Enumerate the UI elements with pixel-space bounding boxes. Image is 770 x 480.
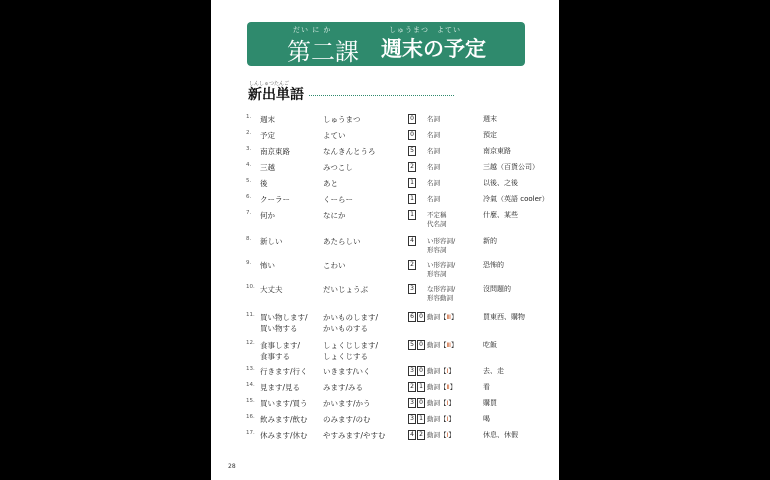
lesson-number: 第二課 xyxy=(287,38,359,66)
lesson-banner xyxy=(247,22,525,66)
kanji-term: 買います/買う xyxy=(260,399,308,408)
accent-box: 0 xyxy=(417,398,425,408)
kana-reading: よてい xyxy=(323,131,346,140)
accent-marks xyxy=(408,162,417,172)
accent-marks xyxy=(408,178,417,188)
meaning: 三越（百貨公司） xyxy=(483,163,539,171)
part-of-speech: 不定稱 代名詞 xyxy=(427,211,447,228)
accent-marks xyxy=(408,260,417,270)
row-number: 5. xyxy=(246,178,252,184)
accent-marks xyxy=(408,366,426,376)
row-number: 11. xyxy=(246,312,255,318)
part-of-speech: 動詞【Ⅰ】 xyxy=(427,415,455,423)
kanji-term: 後 xyxy=(260,179,268,188)
meaning: 購買 xyxy=(483,399,497,407)
accent-box: 1 xyxy=(408,178,416,188)
kanji-term: 買い物します/ 買い物する xyxy=(260,313,308,333)
meaning: 吃飯 xyxy=(483,341,497,349)
accent-box: 1 xyxy=(417,414,425,424)
kanji-term: 休みます/休む xyxy=(260,431,308,440)
row-number: 4. xyxy=(246,162,252,168)
row-number: 10. xyxy=(246,284,255,290)
kanji-term: 飲みます/飲む xyxy=(260,415,308,424)
part-of-speech: 動詞【Ⅱ】 xyxy=(427,383,457,391)
page-number: 28 xyxy=(228,463,236,470)
kana-reading: かいものします/ かいものする xyxy=(323,313,379,333)
accent-box: 2 xyxy=(408,382,416,392)
meaning: 沒問題的 xyxy=(483,285,511,293)
kanji-term: クーラー xyxy=(260,195,290,204)
kanji-term: 大丈夫 xyxy=(260,285,283,294)
accent-box: 1 xyxy=(408,210,416,220)
accent-box: 3 xyxy=(408,414,416,424)
accent-marks xyxy=(408,312,426,322)
meaning: 恐怖的 xyxy=(483,261,504,269)
kana-reading: みつこし xyxy=(323,163,353,172)
accent-box: 0 xyxy=(417,366,425,376)
row-number: 16. xyxy=(246,414,255,420)
vocab-heading-ruby: しんしゅつたんご xyxy=(249,81,290,87)
meaning: 什麼、某些 xyxy=(483,211,518,219)
accent-box: 2 xyxy=(417,430,425,440)
part-of-speech: な形容詞/ 形容動詞 xyxy=(427,285,456,302)
accent-marks xyxy=(408,284,417,294)
part-of-speech: 名詞 xyxy=(427,195,440,203)
kana-reading: いきます/いく xyxy=(323,367,371,376)
part-of-speech: 名詞 xyxy=(427,179,440,187)
row-number: 17. xyxy=(246,430,255,436)
kana-reading: しょくじします/ しょくじする xyxy=(323,341,379,361)
meaning: 去、走 xyxy=(483,367,504,375)
accent-box: 5 xyxy=(408,146,416,156)
accent-box: 0 xyxy=(417,312,425,322)
accent-box: 1 xyxy=(408,194,416,204)
accent-box: 6 xyxy=(408,312,416,322)
accent-box: 3 xyxy=(408,398,416,408)
part-of-speech: 動詞【Ⅲ】 xyxy=(427,341,458,349)
meaning: 以後、之後 xyxy=(483,179,518,187)
row-number: 8. xyxy=(246,236,252,242)
accent-box: 0 xyxy=(408,114,416,124)
kanji-term: 新しい xyxy=(260,237,283,246)
accent-marks xyxy=(408,236,417,246)
accent-marks xyxy=(408,146,417,156)
meaning: 看 xyxy=(483,383,490,391)
meaning: 南京東路 xyxy=(483,147,511,155)
kana-reading: なんきんとうろ xyxy=(323,147,376,156)
kana-reading: しゅうまつ xyxy=(323,115,361,124)
meaning: 預定 xyxy=(483,131,497,139)
accent-box: 4 xyxy=(408,430,416,440)
row-number: 15. xyxy=(246,398,255,404)
meaning: 週末 xyxy=(483,115,497,123)
accent-box: 4 xyxy=(408,236,416,246)
row-number: 3. xyxy=(246,146,252,152)
part-of-speech: 動詞【Ⅰ】 xyxy=(427,399,455,407)
kanji-term: 南京東路 xyxy=(260,147,290,156)
row-number: 12. xyxy=(246,340,255,346)
meaning: 買東西、購物 xyxy=(483,313,525,321)
row-number: 9. xyxy=(246,260,252,266)
lesson-title: 週末の予定 xyxy=(381,37,486,61)
accent-marks xyxy=(408,414,426,424)
heading-divider xyxy=(309,95,454,96)
part-of-speech: い形容詞/ 形容詞 xyxy=(427,237,456,254)
accent-box: 2 xyxy=(408,260,416,270)
row-number: 14. xyxy=(246,382,255,388)
vocab-heading: 新出単語 xyxy=(248,87,304,103)
kanji-term: 何か xyxy=(260,211,275,220)
row-number: 6. xyxy=(246,194,252,200)
part-of-speech: 動詞【Ⅰ】 xyxy=(427,367,455,375)
kanji-term: 見ます/見る xyxy=(260,383,301,392)
row-number: 13. xyxy=(246,366,255,372)
meaning: 冷氣（英語 cooler） xyxy=(483,195,549,203)
lesson-ruby: だい に か xyxy=(293,26,332,34)
kana-reading: あたらしい xyxy=(323,237,361,246)
accent-marks xyxy=(408,398,426,408)
kana-reading: だいじょうぶ xyxy=(323,285,368,294)
part-of-speech: 動詞【Ⅰ】 xyxy=(427,431,455,439)
kana-reading: やすみます/やすむ xyxy=(323,431,386,440)
row-number: 2. xyxy=(246,130,252,136)
accent-marks xyxy=(408,130,417,140)
row-number: 1. xyxy=(246,114,252,120)
kana-reading: なにか xyxy=(323,211,346,220)
kana-reading: みます/みる xyxy=(323,383,364,392)
kanji-term: 食事します/ 食事する xyxy=(260,341,301,361)
kanji-term: 週末 xyxy=(260,115,275,124)
kanji-term: 三越 xyxy=(260,163,275,172)
kana-reading: こわい xyxy=(323,261,346,270)
title-ruby: しゅうまつ よてい xyxy=(389,26,461,34)
textbook-page xyxy=(211,0,559,480)
accent-marks xyxy=(408,430,426,440)
accent-marks xyxy=(408,382,426,392)
accent-box: 5 xyxy=(408,340,416,350)
part-of-speech: 名詞 xyxy=(427,115,440,123)
part-of-speech: 名詞 xyxy=(427,147,440,155)
accent-box: 3 xyxy=(408,366,416,376)
part-of-speech: 名詞 xyxy=(427,163,440,171)
kana-reading: のみます/のむ xyxy=(323,415,371,424)
accent-box: 0 xyxy=(408,130,416,140)
part-of-speech: い形容詞/ 形容詞 xyxy=(427,261,456,278)
accent-box: 2 xyxy=(408,162,416,172)
accent-marks xyxy=(408,194,417,204)
accent-box: 0 xyxy=(417,340,425,350)
meaning: 新的 xyxy=(483,237,497,245)
accent-marks xyxy=(408,340,426,350)
accent-marks xyxy=(408,114,417,124)
part-of-speech: 動詞【Ⅲ】 xyxy=(427,313,458,321)
kana-reading: くーらー xyxy=(323,195,353,204)
row-number: 7. xyxy=(246,210,252,216)
kanji-term: 行きます/行く xyxy=(260,367,308,376)
kanji-term: 予定 xyxy=(260,131,275,140)
kanji-term: 怖い xyxy=(260,261,275,270)
meaning: 喝 xyxy=(483,415,490,423)
kana-reading: かいます/かう xyxy=(323,399,371,408)
part-of-speech: 名詞 xyxy=(427,131,440,139)
kana-reading: あと xyxy=(323,179,338,188)
meaning: 休息、休假 xyxy=(483,431,518,439)
accent-box: 1 xyxy=(417,382,425,392)
accent-box: 3 xyxy=(408,284,416,294)
accent-marks xyxy=(408,210,417,220)
